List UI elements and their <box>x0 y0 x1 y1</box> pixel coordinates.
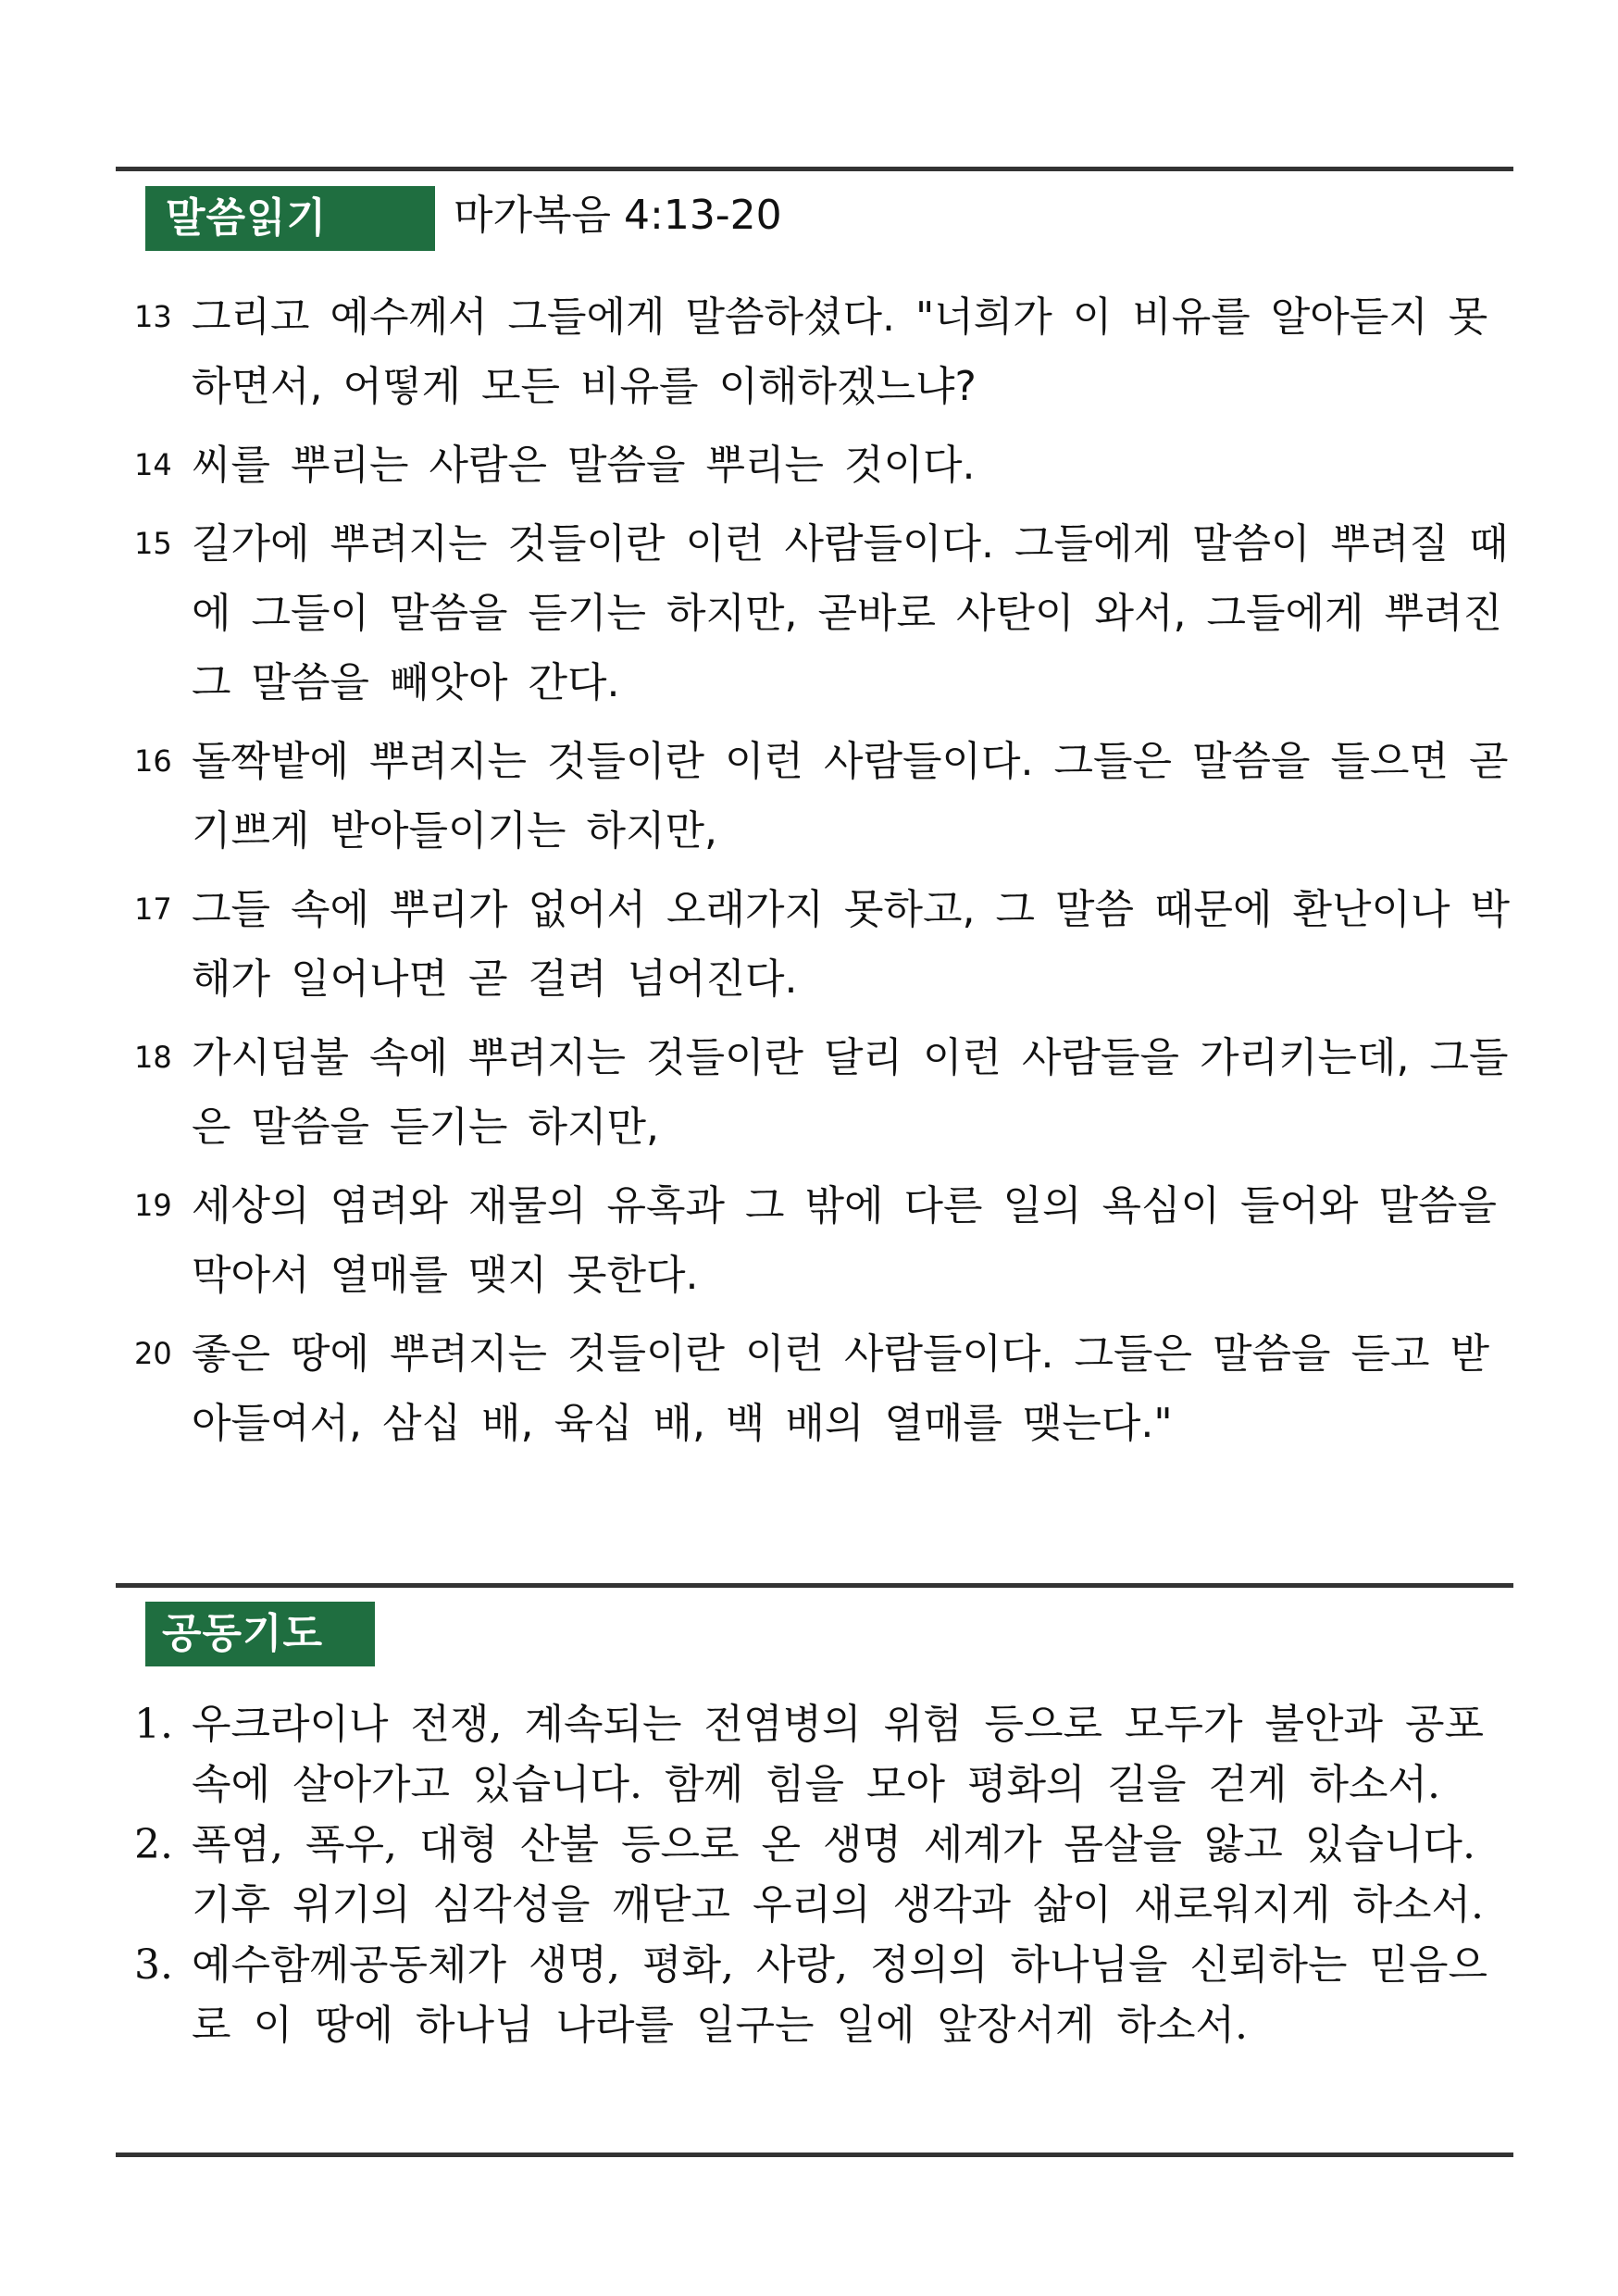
prayer-number: 2. <box>134 1821 173 1868</box>
prayer-number: 3. <box>134 1941 173 1989</box>
verse-text: 그들 속에 뿌리가 없어서 오래가지 못하고, 그 말씀 때문에 환난이나 박해가 일어나면 곧 걸려 넘어진다. <box>192 886 1510 1003</box>
prayer-text: 예수함께공동체가 생명, 평화, 사랑, 정의의 하나님을 신뢰하는 믿음으로 이 땅에 하나님 나라를 일구는 일에 앞장서게 하소서. <box>192 1941 1487 2049</box>
prayer-text: 우크라이나 전쟁, 계속되는 전염병의 위험 등으로 모두가 불안과 공포 속에 살아가고 있습니다. 함께 힘을 모아 평화의 길을 걷게 하소서. <box>192 1701 1484 1808</box>
verse-text: 씨를 뿌리는 사람은 말씀을 뿌리는 것이다. <box>192 442 976 489</box>
verse <box>134 509 1523 718</box>
verse-text: 길가에 뿌려지는 것들이란 이런 사람들이다. 그들에게 말씀이 뿌려질 때에 그들이 말씀을 듣기는 하지만, 곧바로 사탄이 와서, 그들에게 뿌려진 그 말씀을 빼앗아 간다. <box>192 520 1509 706</box>
prayer-list <box>134 1694 1523 2055</box>
verse-number: 19 <box>134 1188 172 1223</box>
scripture-reference: 마가복음 4:13-20 <box>454 192 782 239</box>
verse <box>134 430 1523 500</box>
verse-text: 돌짝밭에 뿌려지는 것들이란 이런 사람들이다. 그들은 말씀을 들으면 곧 기쁘게 받아들이기는 하지만, <box>192 738 1509 855</box>
verse-text: 좋은 땅에 뿌려지는 것들이란 이런 사람들이다. 그들은 말씀을 듣고 받아들여서, 삼십 배, 육십 배, 백 배의 열매를 맺는다." <box>192 1330 1489 1447</box>
verse-text: 그리고 예수께서 그들에게 말씀하셨다. "너희가 이 비유를 알아듣지 못하면서, 어떻게 모든 비유를 이해하겠느냐? <box>192 293 1488 410</box>
prayer-item <box>134 1935 1523 2055</box>
prayer-number: 1. <box>134 1701 173 1748</box>
verse <box>134 1023 1523 1162</box>
verse-number: 17 <box>134 892 172 927</box>
reading-section-label: 말씀읽기 <box>145 186 435 251</box>
verse-list <box>134 282 1523 1467</box>
verse-text: 가시덤불 속에 뿌려지는 것들이란 달리 이런 사람들을 가리키는데, 그들은 말씀을 듣기는 하지만, <box>192 1034 1509 1151</box>
verse <box>134 727 1523 866</box>
verse <box>134 1319 1523 1458</box>
verse-number: 18 <box>134 1040 172 1075</box>
top-rule <box>116 167 1513 171</box>
middle-rule <box>116 1583 1513 1588</box>
verse <box>134 875 1523 1014</box>
bottom-rule <box>116 2152 1513 2157</box>
prayer-text: 폭염, 폭우, 대형 산불 등으로 온 생명 세계가 몸살을 앓고 있습니다. 기후 위기의 심각성을 깨닫고 우리의 생각과 삶이 새로워지게 하소서. <box>192 1821 1484 1928</box>
prayer-item <box>134 1815 1523 1935</box>
verse-number: 14 <box>134 447 172 482</box>
verse-number: 13 <box>134 299 172 334</box>
verse-number: 20 <box>134 1336 172 1371</box>
verse <box>134 1171 1523 1310</box>
prayer-section-label: 공동기도 <box>145 1602 375 1666</box>
verse-text: 세상의 염려와 재물의 유혹과 그 밖에 다른 일의 욕심이 들어와 말씀을 막아서 열매를 맺지 못한다. <box>192 1182 1497 1299</box>
prayer-item <box>134 1694 1523 1815</box>
verse <box>134 282 1523 421</box>
verse-number: 16 <box>134 743 172 779</box>
verse-number: 15 <box>134 526 172 561</box>
